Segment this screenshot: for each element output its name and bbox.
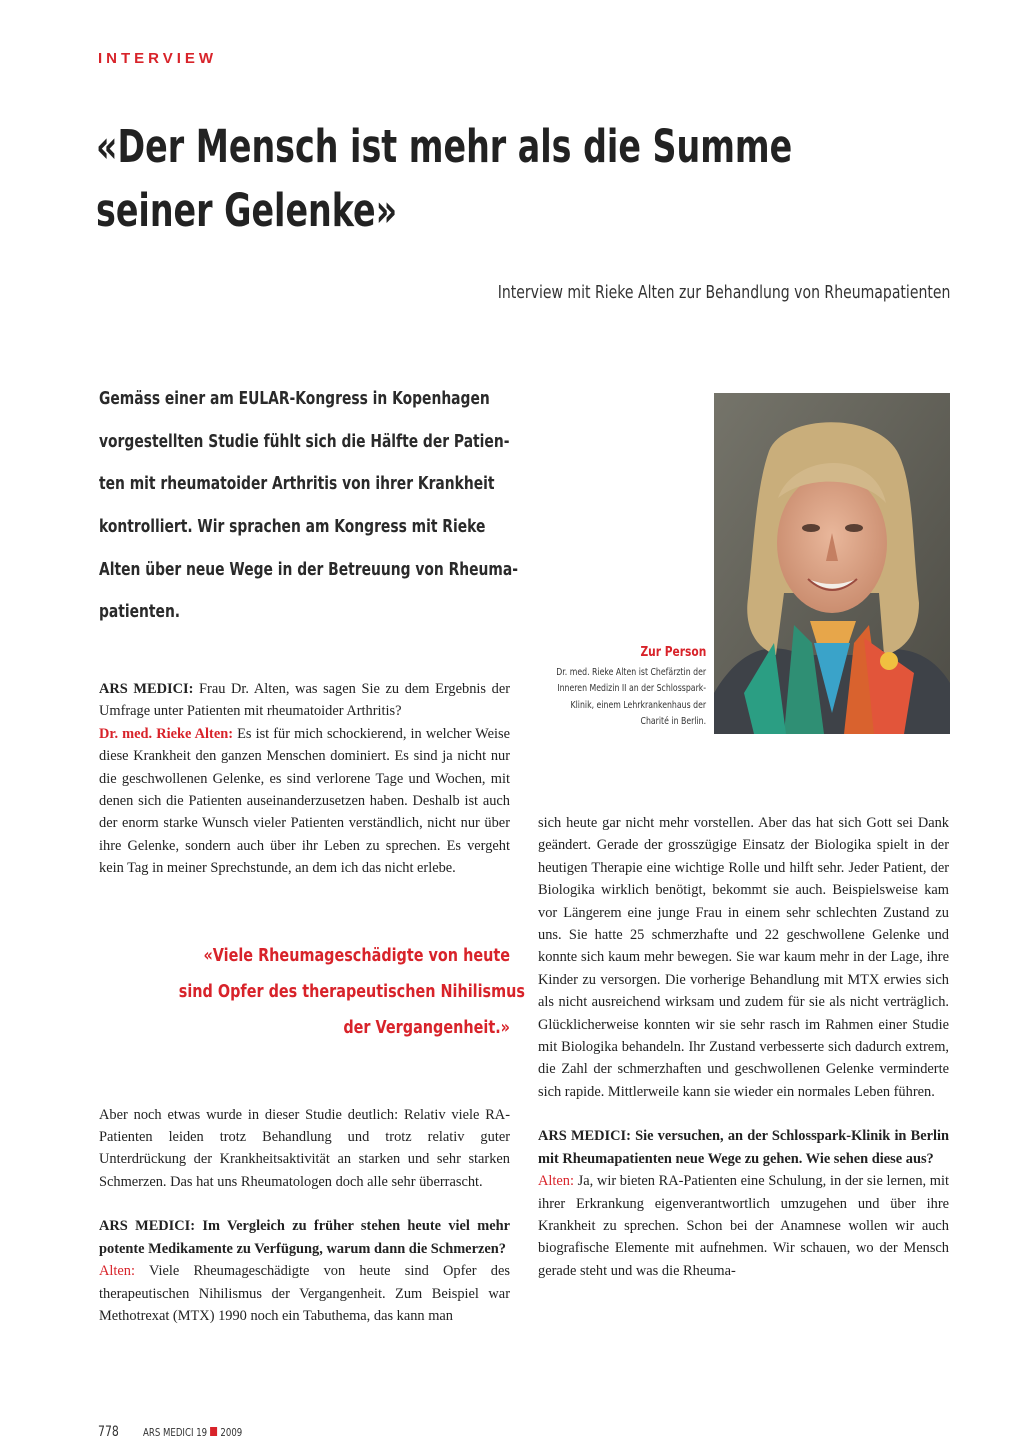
caption-line: Klinik, einem Lehrkrankenhaus der (570, 699, 706, 711)
portrait-photo (714, 393, 950, 734)
question-speaker: ARS MEDICI: (538, 1128, 631, 1145)
lead-line: ten mit rheumatoider Arthritis von ihrer Krankheit (99, 473, 495, 495)
pull-quote-line: der Vergangenheit.» (343, 1017, 510, 1038)
answer-speaker: Dr. med. Rieke Alten: (99, 725, 234, 742)
pull-quote-line: «Viele Rheumageschädigte von heute (203, 945, 511, 966)
separator-square-icon (210, 1427, 217, 1436)
answer-text: Viele Rheumageschädigte von heute sind Opfer des therapeutischen Nihilismus der Vergangenheit. Zum Beispiel war Methotrexat (MTX) 1990 noch ein Tabuthema, das kann man (99, 1263, 510, 1324)
interview-question (538, 1125, 949, 1170)
question-speaker: ARS MEDICI: (99, 681, 194, 697)
interview-question (99, 678, 510, 723)
question-text: Sie versuchen, an der Schlosspark-Klinik in Berlin mit Rheumapatienten neue Wege zu gehen. Wie sehen diese aus? (538, 1128, 949, 1167)
answer-text: Es ist für mich schockierend, in welcher Weise diese Krankheit den ganzen Menschen dominiert. Es sind ja nicht nur die geschwollenen Gelenke, es sind verlorene Tage und Wochen, mit denen sich die Patienten auseinanderzusetzen haben. Deshalb ist auch der enorm starke Wunsch vieler Patienten verständlich, nicht nur über ihre Gelenke, sondern auch über ihr Leben zu sprechen. Es vergeht kein Tag in meiner Sprechstunde, an dem ich das nicht erlebe. (99, 725, 510, 877)
answer-text: Ja, wir bieten RA-Patienten eine Schulung, in der sie lernen, mit ihrer Erkrankung eigenverantwortlich umzugehen und über ihre Krankheit zu sprechen. Schon bei der Anamnese wollen wir auch biografische Elemente mit aufnehmen. Wir schauen, wo der Mensch gerade steht und was die Rheuma- (538, 1173, 949, 1279)
caption-line: Charité in Berlin. (640, 715, 706, 727)
question-text: Im Vergleich zu früher stehen heute viel mehr potente Medikamente zu Verfügung, warum dann die Schmerzen? (99, 1218, 510, 1257)
lead-line: Gemäss einer am EULAR-Kongress in Kopenhagen (99, 388, 490, 409)
lead-line: patienten. (99, 601, 181, 623)
lead-line: kontrolliert. Wir sprachen am Kongress mit Rieke (99, 516, 486, 538)
question-speaker: ARS MEDICI: (99, 1218, 196, 1235)
caption-heading: Zur Person (640, 645, 706, 660)
question-text: Frau Dr. Alten, was sagen Sie zu dem Ergebnis der Umfrage unter Patienten mit rheumatoider Arthritis? (99, 681, 510, 720)
photo-caption (514, 665, 706, 730)
article-title-line-1: «Der Mensch ist mehr als die Summe (96, 120, 793, 173)
answer-speaker: Alten: (99, 1263, 135, 1280)
article-subtitle: Interview mit Rieke Alten zur Behandlung von Rheumapatienten (497, 282, 950, 303)
page-number: 778 (98, 1424, 119, 1440)
caption-line: Dr. med. Rieke Alten ist Chefärztin der (556, 667, 706, 678)
interview-question (99, 1215, 510, 1260)
journal-footer (143, 1426, 242, 1439)
right-text-column (538, 812, 949, 1282)
pull-quote-line: sind Opfer des therapeutischen Nihilismus (178, 981, 525, 1002)
interview-answer (538, 1170, 949, 1282)
caption-line: Inneren Medizin II an der Schlosspark- (557, 683, 706, 695)
lead-line: vorgestellten Studie fühlt sich die Hälfte der Patien- (99, 430, 510, 452)
journal-name: ARS MEDICI 19 (143, 1426, 208, 1439)
journal-year: 2009 (220, 1426, 243, 1439)
lead-paragraph (99, 384, 639, 640)
section-kicker: INTERVIEW (98, 50, 218, 67)
body-paragraph: Aber noch etwas wurde in dieser Studie deutlich: Relativ viele RA-Patienten leiden trotz Behandlung und trotz relativ guter Unterdrückung der Krankheitsaktivität an starken und sehr starken Schmerzen. Das hat uns Rheumatologen doch alle sehr überrascht. (99, 1106, 510, 1190)
article-title-line-2: seiner Gelenke» (96, 184, 398, 237)
lead-line: Alten über neue Wege in der Betreuung von Rheuma- (99, 558, 518, 580)
answer-speaker: Alten: (538, 1173, 574, 1190)
body-paragraph: sich heute gar nicht mehr vorstellen. Aber das hat sich Gott sei Dank geändert. Gerade der grosszügige Einsatz der Biologika spielt in der heutigen Therapie eine wichtige Rolle und hilft sehr. Jeder Patient, der Biologika wirklich benötigt, bekommt sie auch. Beispielsweise kam vor Längerem eine junge Frau in einem sehr schlechten Zustand zu uns. Sie hatte 25 schmerzhafte und 22 geschwollene Gelenke und konnte sich kaum mehr bewegen. Sie war kaum mehr in der Lage, ihre Kinder zu versorgen. Die vorherige Behandlung mit MTX erwies sich als nicht ausreichend wirksam und zudem für sie als nicht verträglich. Glücklicherweise konnten wir sie sehr rasch im Rahmen einer Studie mit Biologika behandeln. Ihr Zustand verbesserte sich dadurch extrem, die Zahl der schmerzhaften und geschwollenen Gelenke verminderte sich rapide. Mittlerweile kann sie wieder ein normales Leben führen. (538, 815, 949, 1100)
interview-answer (99, 723, 510, 880)
pull-quote (96, 938, 525, 1046)
interview-answer (99, 1260, 510, 1327)
